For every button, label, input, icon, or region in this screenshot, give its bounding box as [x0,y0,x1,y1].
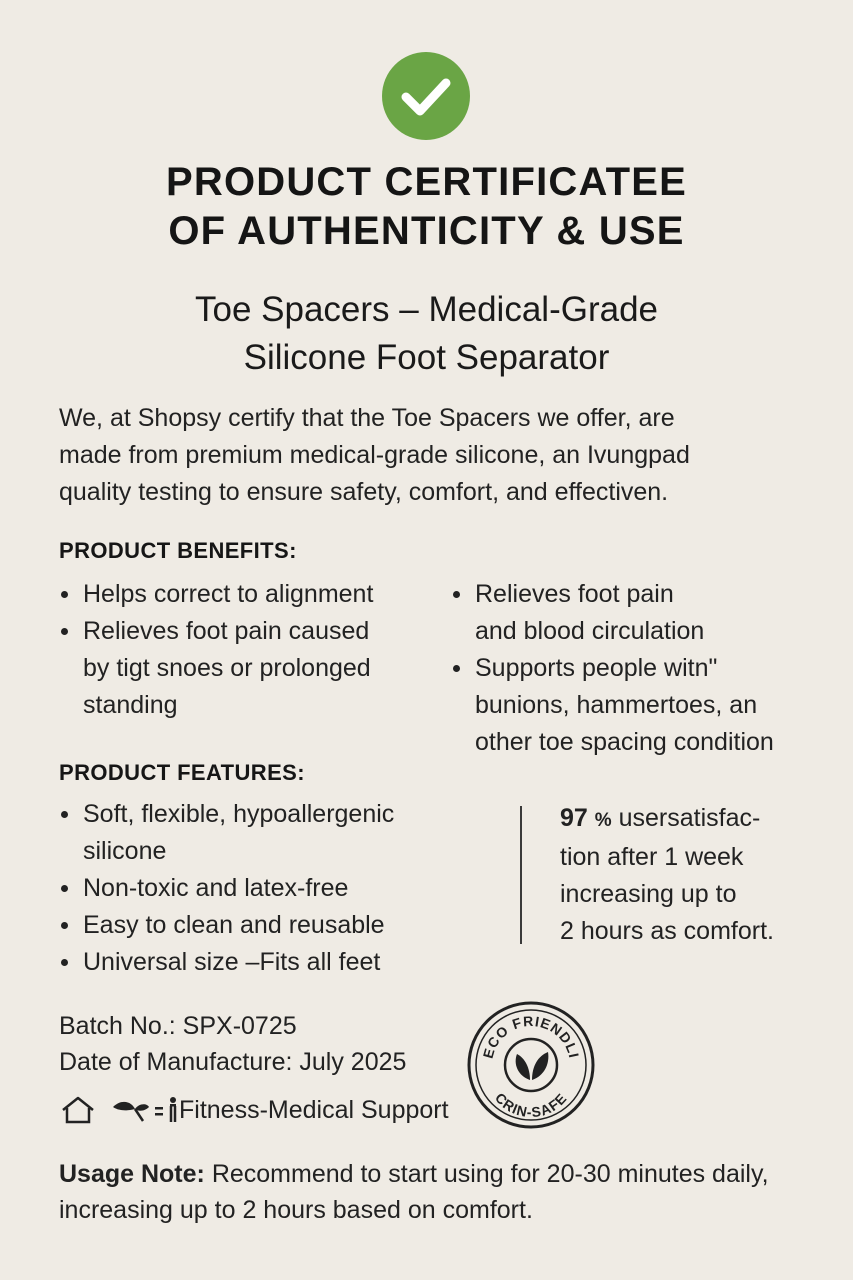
seal-bottom-text: CRIN-SAFE [491,1089,571,1121]
intro-line-3: quality testing to ensure safety, comfort, and effectiven. [59,478,669,506]
manufacture-date: Date of Manufacture: July 2025 [59,1048,407,1076]
benefits-list-right [451,576,774,761]
benefits-list-left [59,576,373,724]
leaf-icon [109,1095,153,1125]
usage-note-text: Recommend to start using for 20-30 minutes daily, increasing up to 2 hours based on comfort. [59,1160,769,1224]
stat-line-3: increasing up to [560,880,737,908]
stat-percent-symbol: % [594,810,612,831]
features-list [59,796,394,981]
home-icon [59,1095,97,1125]
feature-line: silicone [83,837,167,865]
batch-number: Batch No.: SPX-0725 [59,1012,297,1040]
feature-line: Soft, flexible, hypoallergenic [83,800,395,828]
benefit-line: bunions, hammertoes, an [475,691,758,719]
benefit-line: other toe spacing condition [475,728,774,756]
intro-line-1: We, at Shopsy certify that the Toe Spacers we offer, are [59,404,675,432]
benefit-line: by tigt snoes or prolonged [83,654,371,682]
benefit-item [59,576,373,613]
stat-line-4: 2 hours as comfort. [560,917,774,945]
support-row [59,1092,449,1128]
benefit-item [451,576,774,650]
benefit-line: Helps correct to alignment [83,580,374,608]
intro-line-2: made from premium medical-grade silicone, an Ivungpad [59,441,690,469]
feature-item [59,944,394,981]
check-circle-icon [382,52,470,140]
feature-line: Non-toxic and latex-free [83,874,349,902]
feature-line: Easy to clean and reusable [83,911,385,939]
features-heading: PRODUCT FEATURES: [59,760,305,785]
usage-note-label: Usage Note: [59,1160,205,1188]
usage-note [59,1156,819,1228]
title-line-2: OF AUTHENTICITY & USE [168,209,685,253]
svg-text:CRIN-SAFE [492,1090,570,1121]
eco-friendly-seal [466,1000,596,1130]
svg-text:ECO FRIENDLI [480,1013,583,1060]
stat-line-2: tion after 1 week [560,843,744,871]
stat-divider [520,806,522,944]
feature-item [59,796,394,870]
manufacture-info [59,1008,406,1080]
benefit-line: Supports people witn" [475,654,718,682]
feature-item [59,870,394,907]
stat-percent: 97 [560,804,588,832]
benefit-line: and blood circulation [475,617,705,645]
leaf-icon [516,1052,549,1082]
satisfaction-stat [560,800,830,950]
stat-line-1: usersatisfac- [618,804,761,832]
benefit-item [451,650,774,761]
title-line-1: PRODUCT CERTIFICATEE [165,160,688,204]
certificate-title [0,158,853,256]
benefits-heading: PRODUCT BENEFITS: [59,538,297,563]
feature-line: Universal size –Fits all feet [83,948,381,976]
product-name-line-2: Silicone Foot Separator [243,338,610,377]
benefit-line: standing [83,691,178,719]
seal-top-text: ECO FRIENDLI [479,1012,583,1061]
product-name [0,286,853,382]
benefit-line: Relieves foot pain caused [83,617,370,645]
intro-paragraph [59,400,819,511]
feature-item [59,907,394,944]
product-name-line-1: Toe Spacers – Medical-Grade [195,290,658,329]
benefit-item [59,613,373,724]
support-label: Fitness-Medical Support [179,1095,449,1124]
benefit-line: Relieves foot pain [475,580,674,608]
